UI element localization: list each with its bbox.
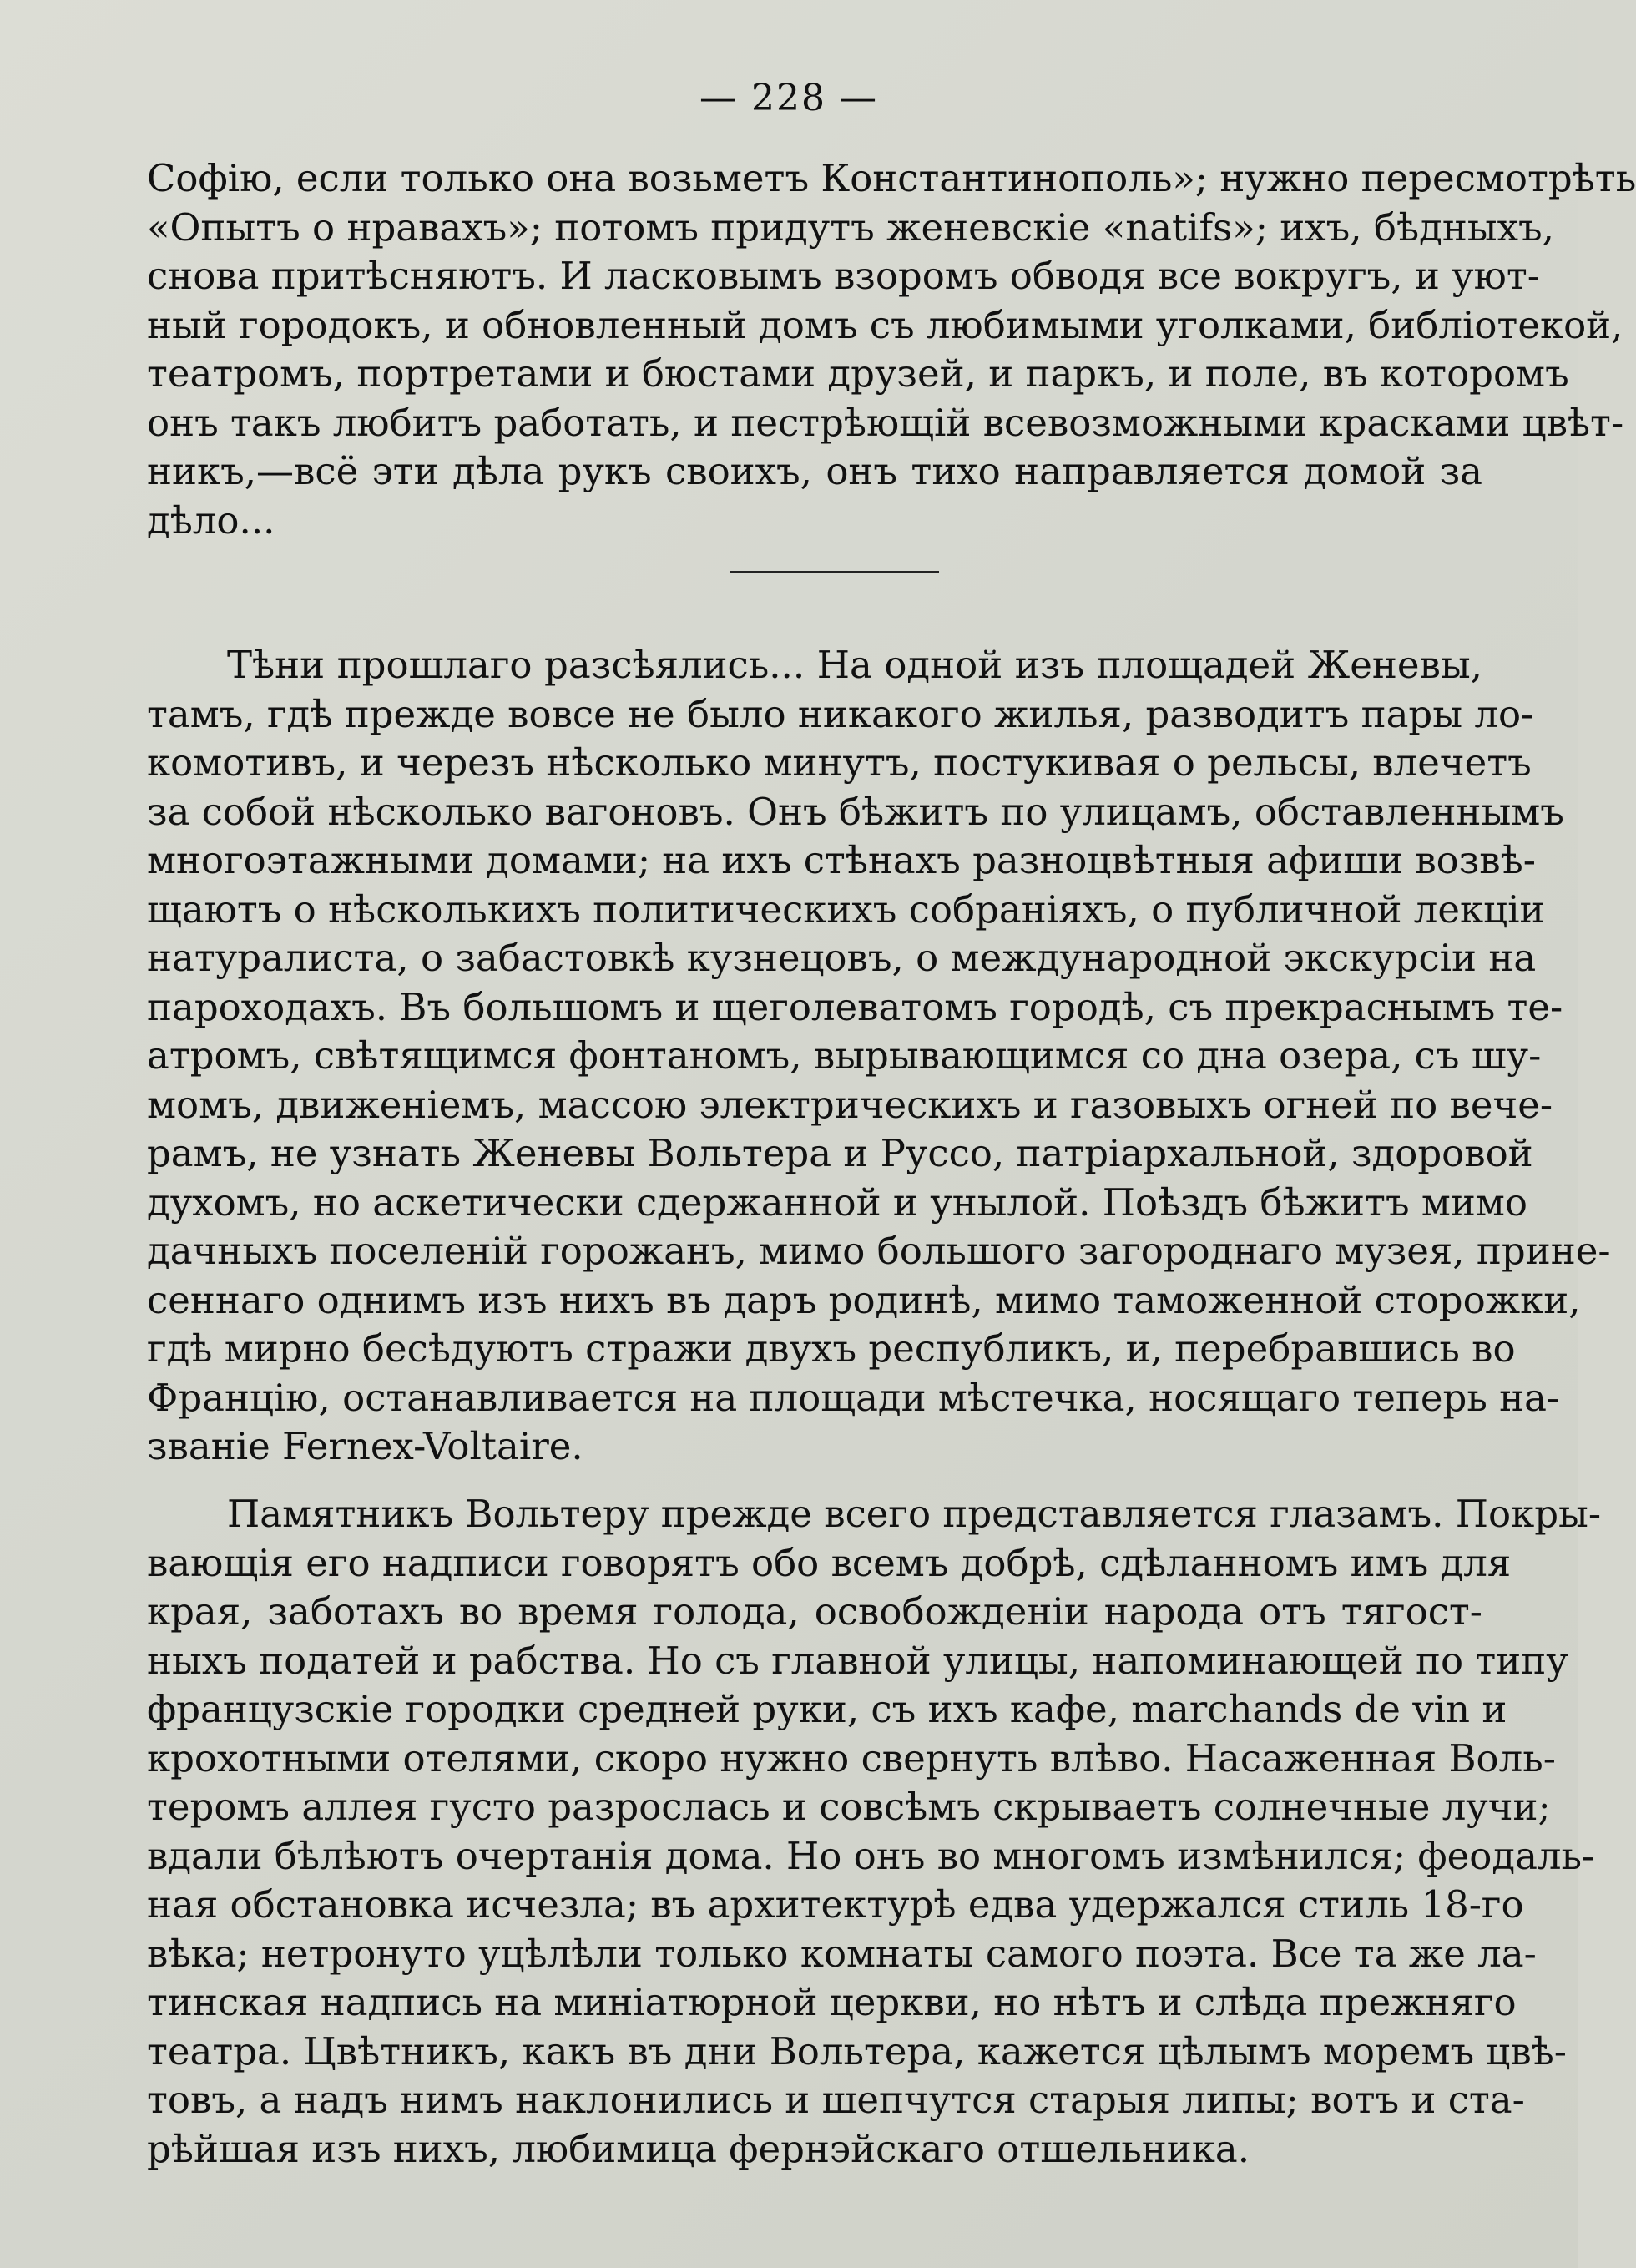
text-line: за собой нѣсколько вагоновъ. Онъ бѣжитъ по улицамъ, обставленнымъ <box>147 789 1564 834</box>
paragraph-1 <box>147 154 1636 545</box>
text-line: сеннаго однимъ изъ нихъ въ даръ родинѣ, мимо таможенной сторожки, <box>147 1277 1581 1322</box>
text-line: вдали бѣлѣютъ очертанія дома. Но онъ во многомъ измѣнился; феодаль- <box>147 1833 1595 1878</box>
text-line: дѣло... <box>147 498 275 543</box>
text-line: вѣка; нетронуто уцѣлѣли только комнаты самого поэта. Все та же ла- <box>147 1931 1537 1976</box>
text-line: атромъ, свѣтящимся фонтаномъ, вырывающимся со дна озера, съ шу- <box>147 1033 1542 1078</box>
text-line: тамъ, гдѣ прежде вовсе не было никакого жилья, разводитъ пары ло- <box>147 691 1534 736</box>
text-line: товъ, а надъ нимъ наклонились и шепчутся старыя липы; вотъ и ста- <box>147 2078 1525 2122</box>
page-number: — 228 — <box>699 77 878 119</box>
text-line: Францію, останавливается на площади мѣстечка, носящаго теперь на- <box>147 1375 1560 1420</box>
text-line: никъ,—всё эти дѣла рукъ своихъ, онъ тихо направляется домой за <box>147 449 1482 493</box>
text-line: пароходахъ. Въ большомъ и щеголеватомъ городѣ, съ прекраснымъ те- <box>147 984 1563 1029</box>
text-line: рѣйшая изъ нихъ, любимица фернэйскаго отшельника. <box>147 2126 1250 2171</box>
section-divider <box>730 571 939 573</box>
text-line: ныхъ податей и рабства. Но съ главной улицы, напоминающей по типу <box>147 1638 1568 1683</box>
text-line: французскіе городки средней руки, съ ихъ кафе, marchands de vin и <box>147 1687 1507 1731</box>
text-line: момъ, движеніемъ, массою электрическихъ и газовыхъ огней по вече- <box>147 1082 1553 1127</box>
text-line: натуралиста, о забастовкѣ кузнецовъ, о международной экскурсіи на <box>147 936 1537 980</box>
text-line: рамъ, не узнать Женевы Вольтера и Руссо, патріархальной, здоровой <box>147 1131 1533 1175</box>
text-line: гдѣ мирно бесѣдуютъ стражи двухъ республикъ, и, перебравшись во <box>147 1326 1516 1371</box>
text-line: Тѣни прошлаго разсѣялись... На одной изъ площадей Женевы, <box>227 643 1482 687</box>
text-line: званіе Fernex-Voltaire. <box>147 1424 583 1468</box>
text-line: теромъ аллея густо разрослась и совсѣмъ скрываетъ солнечные лучи; <box>147 1785 1551 1829</box>
text-line: комотивъ, и черезъ нѣсколько минутъ, постукивая о рельсы, влечетъ <box>147 740 1532 785</box>
text-line: снова притѣсняютъ. И ласковымъ взоромъ обводя все вокругъ, и уют- <box>147 254 1540 298</box>
text-line: онъ такъ любитъ работать, и пестрѣющій всевозможными красками цвѣт- <box>147 400 1624 445</box>
text-line: театра. Цвѣтникъ, какъ въ дни Вольтера, кажется цѣлымъ моремъ цвѣ- <box>147 2028 1568 2074</box>
text-line: тинская надпись на миніатюрной церкви, но нѣтъ и слѣда прежняго <box>147 1980 1517 2024</box>
text-line: дачныхъ поселеній горожанъ, мимо большого загороднаго музея, прине- <box>147 1229 1611 1273</box>
text-line: многоэтажными домами; на ихъ стѣнахъ разноцвѣтныя афиши возвѣ- <box>147 838 1536 882</box>
text-line: вающія его надписи говорятъ обо всемъ добрѣ, сдѣланномъ имъ для <box>147 1540 1512 1585</box>
paragraph-3 <box>147 1490 1602 2174</box>
text-line: Софію, если только она возьметъ Константинополь»; нужно пересмотрѣть <box>147 156 1636 200</box>
text-line: Памятникъ Вольтеру прежде всего представляется глазамъ. Покры- <box>227 1492 1602 1536</box>
text-line: ный городокъ, и обновленный домъ съ любимыми уголками, библіотекой, <box>147 302 1623 347</box>
text-line: театромъ, портретами и бюстами друзей, и паркъ, и поле, въ которомъ <box>147 351 1569 396</box>
text-line: крохотными отелями, скоро нужно свернуть влѣво. Насаженная Воль- <box>147 1735 1556 1781</box>
text-line: края, заботахъ во время голода, освобожденіи народа отъ тягост- <box>147 1589 1482 1634</box>
text-line: ная обстановка исчезла; въ архитектурѣ едва удержался стиль 18-го <box>147 1882 1524 1927</box>
paragraph-2 <box>147 641 1611 1472</box>
text-line: «Опытъ о нравахъ»; потомъ придутъ женевскіе «natifs»; ихъ, бѣдныхъ, <box>147 205 1554 250</box>
text-line: щаютъ о нѣсколькихъ политическихъ собраніяхъ, о публичной лекціи <box>147 886 1545 932</box>
text-line: духомъ, но аскетически сдержанной и унылой. Поѣздъ бѣжитъ мимо <box>147 1179 1527 1225</box>
